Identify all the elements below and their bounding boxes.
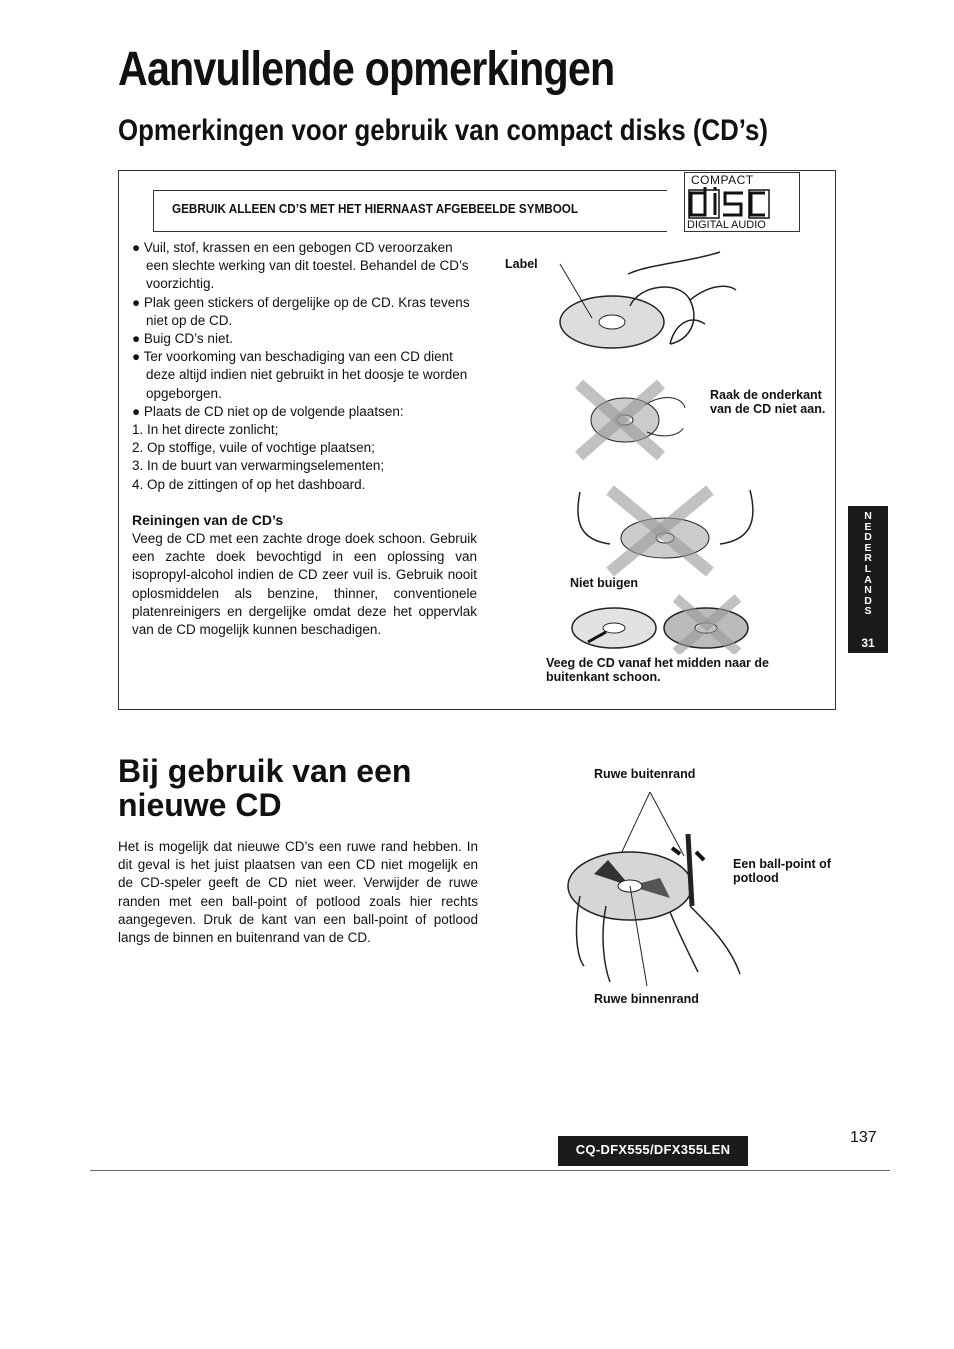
section-title-cd-notes: Opmerkingen voor gebruik van compact disks (CD’s) xyxy=(118,114,768,147)
list-item: 1. In het directe zonlicht; xyxy=(132,422,279,438)
footer-rule xyxy=(90,1170,890,1171)
no-bend-caption: Niet buigen xyxy=(570,576,639,590)
language-tab-letters xyxy=(848,511,888,617)
hand-holding-cd-illustration xyxy=(540,244,740,360)
underside-caption: Raak de onderkant van de CD niet aan. xyxy=(710,388,826,416)
new-cd-text: Het is mogelijk dat nieuwe CD’s een ruwe rand hebben. In dit geval is het juist plaatsen van een CD niet mogelijk en de CD-speler geeft de CD niet weer. Verwijder de ruwe randen met een ball-point of potlood zoals hier rechts aangegeven. Druk de kant van een ball-point of potlood langs de binnen en buitenrand van de CD. xyxy=(118,839,478,946)
wipe-direction-illustration xyxy=(566,592,766,654)
tab-letter: L xyxy=(864,562,872,575)
pen-caption: Een ball-point of potlood xyxy=(733,857,831,885)
list-item: ● Vuil, stof, krassen en een gebogen CD veroorzaken een slechte werking van dit toestel. Behandel de CD’s voorzichtig. xyxy=(132,240,469,292)
tab-letter: S xyxy=(864,605,872,618)
new-cd-heading: Bij gebruik van een nieuwe CD xyxy=(118,753,412,823)
inner-edge-caption: Ruwe binnenrand xyxy=(594,992,699,1006)
model-number-badge: CQ-DFX555/DFX355LEN xyxy=(558,1136,748,1166)
tab-letter: D xyxy=(864,594,872,607)
page-title: Aanvullende opmerkingen xyxy=(118,43,615,96)
label-caption: Label xyxy=(505,257,538,271)
disc-logo-icon xyxy=(687,185,795,219)
do-not-touch-underside-illustration xyxy=(565,370,705,470)
page-number: 137 xyxy=(850,1129,877,1146)
section-page-number: 31 xyxy=(861,636,875,650)
list-item: ● Plaats de CD niet op de volgende plaatsen: xyxy=(132,403,404,419)
cleaning-text: Veeg de CD met een zachte droge doek schoon. Gebruik een zachte doek bevochtigd in een oplossing van isopropyl-alcohol indien de CD zeer vuil is. Gebruik nooit oplosmiddelen als benzine, thinner, conventionele platenreinigers en dergelijke omdat deze het oppervlak van de CD mogelijk kunnen beschadigen. xyxy=(132,531,477,638)
outer-edge-caption: Ruwe buitenrand xyxy=(594,767,696,781)
cd-care-list xyxy=(132,239,477,494)
deburr-cd-illustration xyxy=(560,786,750,986)
tab-letter: N xyxy=(864,584,872,597)
tab-letter: E xyxy=(864,541,872,554)
list-item: 4. Op de zittingen of op het dashboard. xyxy=(132,476,366,492)
cleaning-heading: Reiningen van de CD’s xyxy=(132,512,284,528)
notice-text: GEBRUIK ALLEEN CD’S MET HET HIERNAAST AFGEBEELDE SYMBOOL xyxy=(172,201,579,216)
tab-letter: R xyxy=(864,552,872,565)
logo-bottom-text: DIGITAL AUDIO xyxy=(687,219,766,231)
tab-letter: E xyxy=(864,520,872,533)
list-item: ● Plak geen stickers of dergelijke op de CD. Kras tevens niet op de CD. xyxy=(132,294,470,328)
do-not-bend-illustration xyxy=(570,482,760,576)
list-item: 2. Op stoffige, vuile of vochtige plaatsen; xyxy=(132,440,375,456)
list-item: ● Buig CD’s niet. xyxy=(132,331,233,347)
language-side-tab xyxy=(848,506,888,653)
wipe-caption: Veeg de CD vanaf het midden naar de buitenkant schoon. xyxy=(546,656,769,684)
tab-letter: D xyxy=(864,531,872,544)
notice-banner xyxy=(153,190,667,232)
logo-top-text: COMPACT xyxy=(691,173,754,187)
tab-letter: A xyxy=(864,573,872,586)
compact-disc-logo xyxy=(684,172,800,232)
list-item: 3. In de buurt van verwarmingselementen; xyxy=(132,458,385,474)
list-item: ● Ter voorkoming van beschadiging van een CD dient deze altijd indien niet gebruikt in het doosje te worden opgeborgen. xyxy=(132,349,468,401)
tab-letter: N xyxy=(864,510,872,522)
